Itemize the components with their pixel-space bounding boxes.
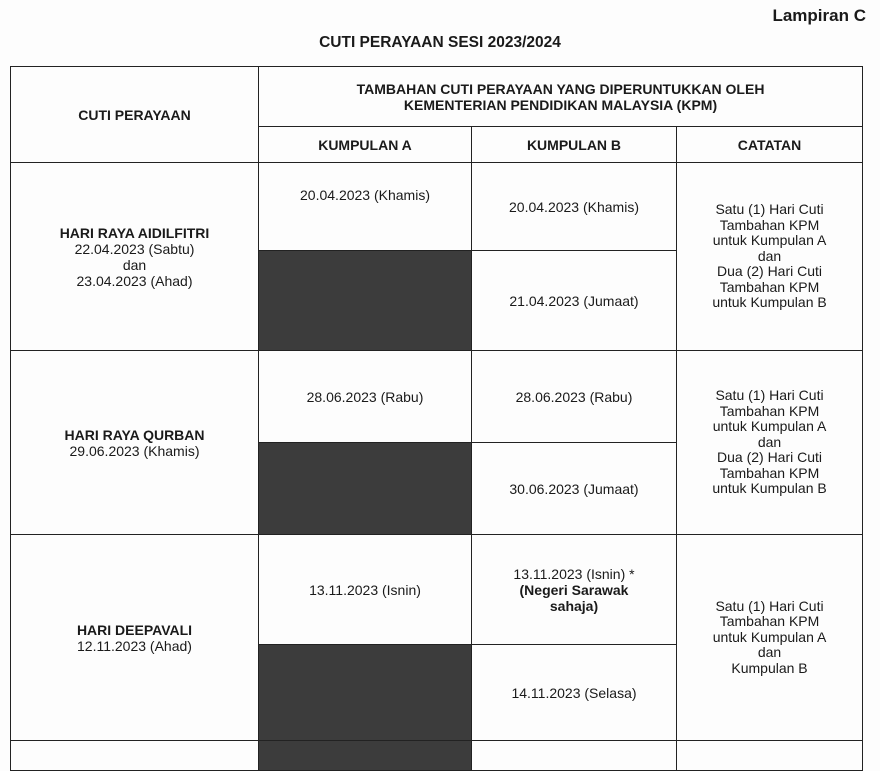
table-row xyxy=(11,163,863,251)
shaded-cell xyxy=(259,443,472,535)
empty-cell xyxy=(677,741,863,771)
kumpulan-b-cell xyxy=(472,535,677,645)
holiday-cell xyxy=(11,535,259,741)
kumpulan-a-date: 13.11.2023 (Isnin) xyxy=(259,535,472,645)
holiday-date: 22.04.2023 (Sabtu) xyxy=(74,240,195,257)
table-row xyxy=(11,351,863,443)
catatan-cell xyxy=(677,535,863,741)
holiday-name: HARI RAYA AIDILFITRI xyxy=(59,224,210,241)
kumpulan-b-date: 30.06.2023 (Jumaat) xyxy=(472,443,677,535)
kumpulan-b-date: 21.04.2023 (Jumaat) xyxy=(472,251,677,351)
header-tambahan: TAMBAHAN CUTI PERAYAAN YANG DIPERUNTUKKAN OLEH KEMENTERIAN PENDIDIKAN MALAYSIA (KPM) xyxy=(259,67,863,127)
catatan-text: Satu (1) Hari Cuti Tambahan KPM untuk Kumpulan A dan Dua (2) Hari Cuti Tambahan KPM untuk Kumpulan B xyxy=(712,201,827,311)
table-row xyxy=(11,741,863,771)
catatan-cell xyxy=(677,163,863,351)
sarawak-note: (Negeri Sarawak sahaja) xyxy=(519,581,629,614)
catatan-cell xyxy=(677,351,863,535)
kumpulan-a-date: 20.04.2023 (Khamis) xyxy=(259,163,472,251)
header-kumpulan-b: KUMPULAN B xyxy=(472,127,677,163)
page-title: CUTI PERAYAAN SESI 2023/2024 xyxy=(319,34,561,51)
shaded-cell xyxy=(259,251,472,351)
kumpulan-a-date: 28.06.2023 (Rabu) xyxy=(259,351,472,443)
empty-cell xyxy=(11,741,259,771)
holiday-date-2: 23.04.2023 (Ahad) xyxy=(76,272,193,289)
catatan-text: Satu (1) Hari Cuti Tambahan KPM untuk Kumpulan A dan Dua (2) Hari Cuti Tambahan KPM untuk Kumpulan B xyxy=(712,387,827,497)
header-catatan: CATATAN xyxy=(677,127,863,163)
holiday-date: 12.11.2023 (Ahad) xyxy=(77,637,192,654)
appendix-label: Lampiran C xyxy=(772,6,866,25)
table-row xyxy=(11,535,863,645)
header-kumpulan-a: KUMPULAN A xyxy=(259,127,472,163)
kumpulan-b-date: 13.11.2023 (Isnin) * xyxy=(513,565,635,582)
holiday-dan: dan xyxy=(122,256,147,273)
header-cuti-perayaan: CUTI PERAYAAN xyxy=(11,67,259,163)
kumpulan-b-date: 14.11.2023 (Selasa) xyxy=(472,645,677,741)
catatan-text: Satu (1) Hari Cuti Tambahan KPM untuk Kumpulan A dan Kumpulan B xyxy=(712,597,827,676)
kumpulan-b-date: 20.04.2023 (Khamis) xyxy=(472,163,677,251)
empty-cell xyxy=(472,741,677,771)
shaded-cell xyxy=(259,741,472,771)
holiday-cell xyxy=(11,351,259,535)
holiday-name: HARI RAYA QURBAN xyxy=(64,426,205,443)
holiday-name: HARI DEEPAVALI xyxy=(76,621,193,638)
holiday-cell xyxy=(11,163,259,351)
kumpulan-b-date: 28.06.2023 (Rabu) xyxy=(472,351,677,443)
holiday-date: 29.06.2023 (Khamis) xyxy=(69,442,200,459)
shaded-cell xyxy=(259,645,472,741)
holiday-table xyxy=(10,66,863,771)
